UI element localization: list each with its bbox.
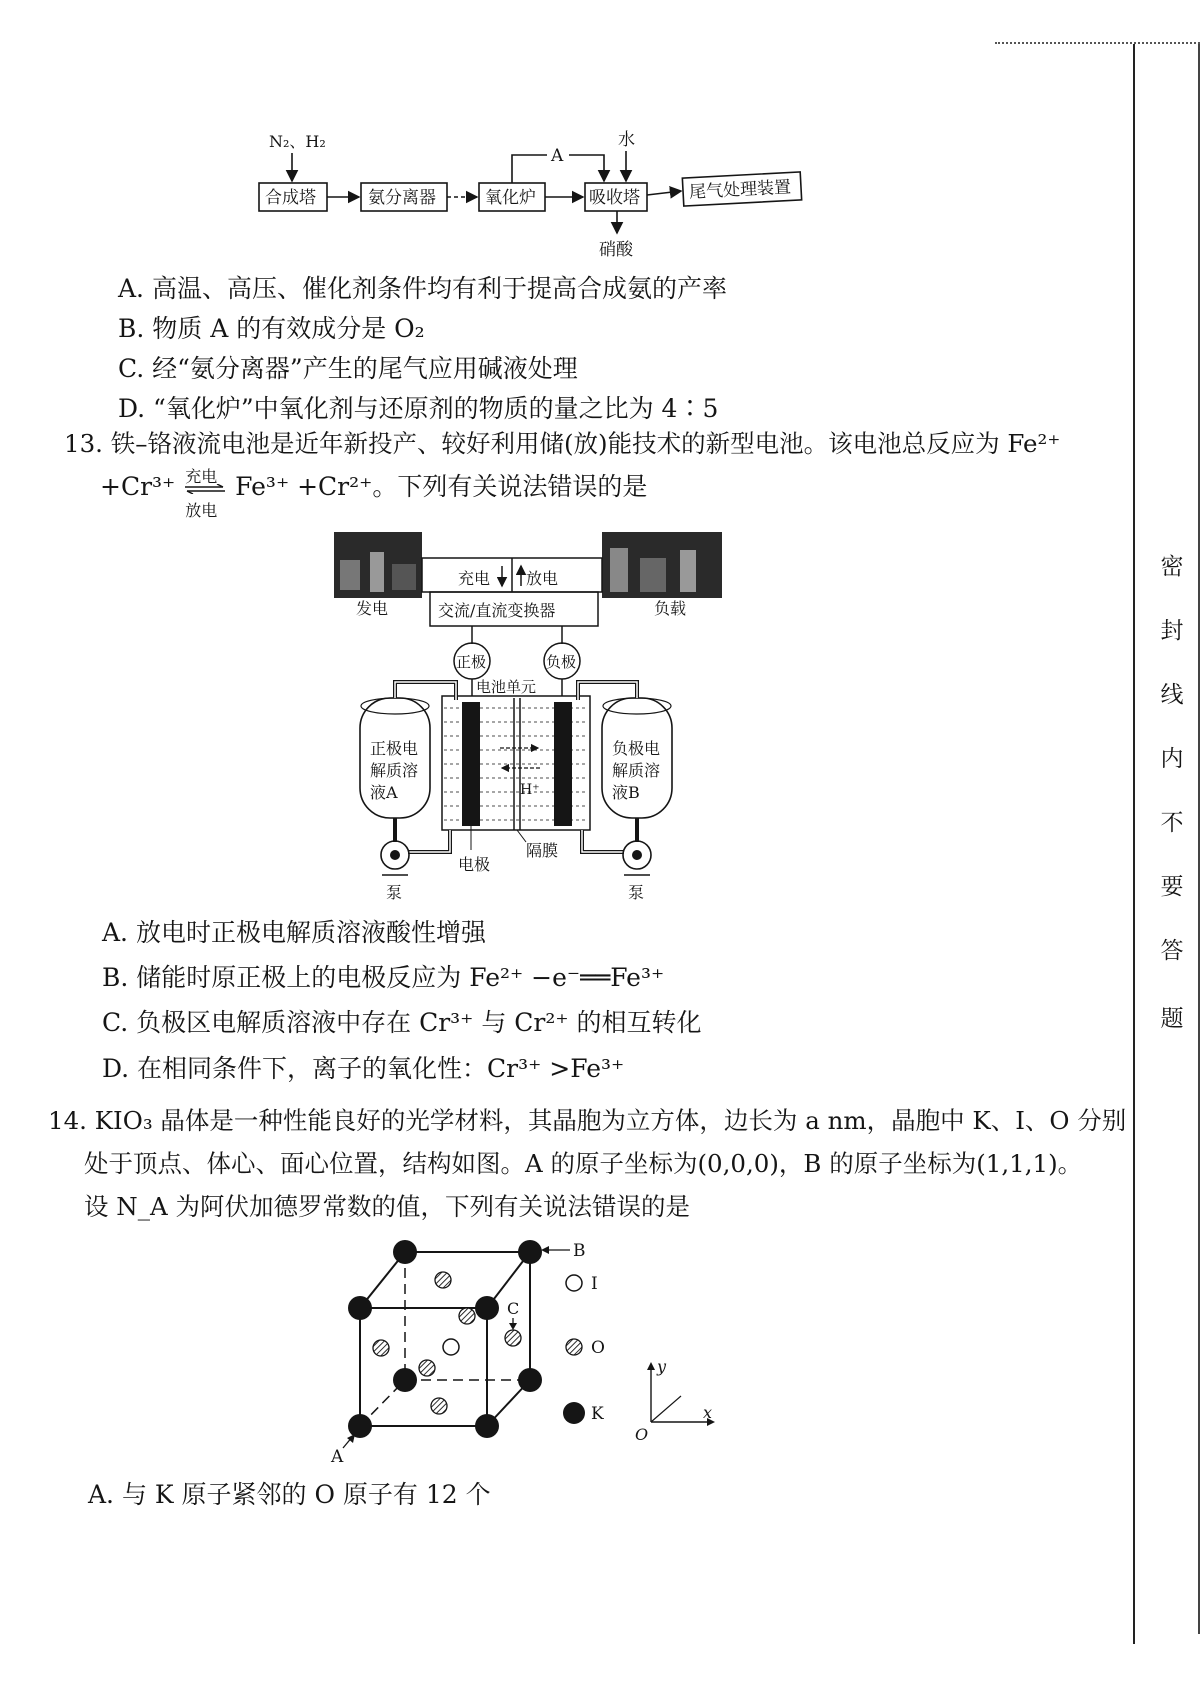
water-label: 水: [618, 130, 635, 150]
o-atom: [419, 1360, 435, 1376]
axis-y-label: y: [657, 1357, 667, 1376]
q14-stem-line2: 处于顶点、体心、面心位置，结构如图。A 的原子坐标为(0,0,0)，B 的原子坐标为(1,1,1)。: [84, 1149, 1083, 1178]
tank-b-line1: 负极电: [612, 739, 661, 758]
q14-stem-line1: 14. KIO₃ 晶体是一种性能良好的光学材料，其晶胞为立方体，边长为 a nm，晶胞中 K、I、O 分别: [48, 1106, 1127, 1135]
q13-stem-part-b: Fe³⁺ +Cr²⁺。下列有关说法错误的是: [235, 472, 648, 501]
legend-k-icon: [563, 1402, 585, 1424]
q13-option-a: A. 放电时正极电解质溶液酸性增强: [102, 918, 486, 947]
nitric-acid-label: 硝酸: [599, 240, 633, 260]
o-atom: [435, 1272, 451, 1288]
flow-input-label: N₂、H₂: [269, 132, 326, 151]
legend-o-label: O: [591, 1338, 605, 1358]
k-atom: [518, 1240, 542, 1264]
o-atom: [505, 1330, 521, 1346]
k-atom: [475, 1414, 499, 1438]
ammonia-process-flowchart: [255, 125, 835, 265]
label-c: C: [507, 1299, 520, 1318]
load-label: 负载: [654, 599, 687, 618]
k-atom: [348, 1414, 372, 1438]
equilibrium-arrow: [183, 466, 227, 520]
legend-i-icon: [566, 1275, 582, 1291]
q14-stem-line3: 设 N_A 为阿伏加德罗常数的值，下列有关说法错误的是: [84, 1192, 690, 1221]
o-atom: [373, 1340, 389, 1356]
q13-option-c: C. 负极区电解质溶液中存在 Cr³⁺ 与 Cr²⁺ 的相互转化: [102, 1008, 702, 1037]
charge-label: 充电: [458, 569, 491, 588]
arrow-bottom-label: 放电: [185, 500, 218, 520]
absorption-tower-label: 吸收塔: [589, 188, 640, 208]
converter-label: 交流/直流变换器: [438, 601, 556, 620]
o-atom: [459, 1308, 475, 1324]
left-electrode: [462, 702, 480, 826]
q12-option-b: B. 物质 A 的有效成分是 O₂: [118, 314, 425, 343]
k-atom: [393, 1368, 417, 1392]
right-electrode: [554, 702, 572, 826]
axis-origin-label: O: [635, 1425, 649, 1444]
seal-char: 不: [1160, 810, 1184, 836]
o-atom: [431, 1398, 447, 1414]
ion-label: H⁺: [520, 782, 540, 798]
q13-stem-part-a: +Cr³⁺: [100, 472, 176, 501]
q12-option-a: A. 高温、高压、催化剂条件均有利于提高合成氨的产率: [118, 274, 727, 303]
q13-stem-line1: 13. 铁–铬液流电池是近年新投产、较好利用储(放)能技术的新型电池。该电池总反应为 Fe²⁺: [64, 429, 1061, 458]
seal-char: 封: [1160, 618, 1184, 644]
tank-a-line3: 液A: [370, 783, 398, 802]
top-right-dotted-rule: [995, 42, 1200, 44]
arrow-top-label: 充电: [185, 466, 218, 486]
tank-b-line2: 解质溶: [612, 761, 661, 780]
i-atom: [443, 1339, 459, 1355]
label-a: A: [331, 1447, 344, 1467]
q14-option-a: A. 与 K 原子紧邻的 O 原子有 12 个: [88, 1480, 491, 1509]
legend-o-icon: [566, 1339, 582, 1355]
k-atom: [475, 1296, 499, 1320]
q13-option-d: D. 在相同条件下，离子的氧化性：Cr³⁺ >Fe³⁺: [102, 1054, 625, 1083]
q12-option-c: C. 经“氨分离器”产生的尾气应用碱液处理: [118, 354, 578, 383]
k-atom: [518, 1368, 542, 1392]
seal-char: 要: [1160, 874, 1184, 900]
generator-label: 发电: [356, 599, 389, 618]
kio3-unit-cell-diagram: [325, 1230, 745, 1470]
k-atom: [393, 1240, 417, 1264]
synthesis-tower-label: 合成塔: [265, 188, 316, 208]
discharge-label: 放电: [526, 569, 559, 588]
seal-char: 内: [1160, 746, 1184, 772]
k-atom: [348, 1296, 372, 1320]
ammonia-separator-label: 氨分离器: [368, 188, 436, 208]
legend-k-label: K: [591, 1404, 604, 1424]
q13-stem-line2: [100, 466, 648, 520]
legend-i-label: I: [591, 1274, 598, 1294]
membrane-label: 隔膜: [526, 841, 559, 860]
seal-char: 线: [1160, 682, 1184, 708]
tank-a-line1: 正极电: [370, 739, 419, 758]
seal-char: 答: [1160, 938, 1184, 964]
tail-gas-treatment-label: 尾气处理装置: [688, 177, 792, 203]
label-b: B: [573, 1241, 586, 1261]
q12-option-d: D. “氧化炉”中氧化剂与还原剂的物质的量之比为 4∶5: [118, 394, 719, 423]
seal-char: 密: [1160, 554, 1184, 580]
loop-a-label: A: [551, 146, 564, 166]
cell-unit-label: 电池单元: [476, 678, 537, 696]
axis-x-label: x: [703, 1403, 713, 1422]
oxidation-furnace-label: 氧化炉: [485, 188, 536, 208]
seal-char: 题: [1160, 1006, 1184, 1032]
electrode-label: 电极: [458, 855, 491, 874]
tank-a-line2: 解质溶: [370, 761, 419, 780]
q13-option-b: B. 储能时原正极上的电极反应为 Fe²⁺ −e⁻══Fe³⁺: [102, 963, 665, 992]
negative-label: 负极: [546, 653, 577, 671]
pump-right-label: 泵: [628, 883, 645, 902]
flow-battery-diagram: [330, 530, 730, 910]
pump-left-label: 泵: [386, 883, 403, 902]
seal-line-left: [1133, 44, 1135, 1644]
tank-b-line3: 液B: [612, 783, 640, 802]
positive-label: 正极: [456, 653, 487, 671]
